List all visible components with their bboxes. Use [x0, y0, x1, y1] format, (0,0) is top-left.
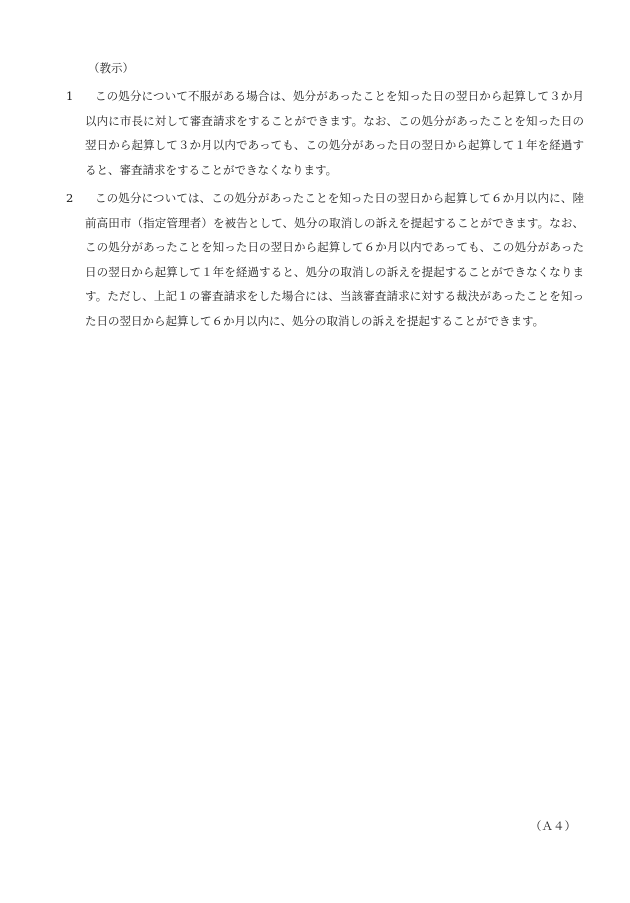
- item-number: 2: [66, 191, 74, 205]
- item-number: 1: [66, 89, 74, 103]
- document-heading: （教示）: [88, 61, 134, 75]
- paper-size-label: （Ａ４）: [530, 819, 576, 833]
- item-text: この処分について不服がある場合は、処分があったことを知った日の翌日から起算して３か月以内に市長に対して審査請求をすることができます。なお、この処分があったことを知った日の翌日から起算して３か月以内であっても、この処分があった日の翌日から起算して１年を経過すると、審査請求をすることができなくなります。: [85, 89, 584, 177]
- instruction-item-1: [66, 84, 584, 182]
- item-text: この処分については、この処分があったことを知った日の翌日から起算して６か月以内に、陸前高田市（指定管理者）を被告として、処分の取消しの訴えを提起することができます。なお、この処分があったことを知った日の翌日から起算して６か月以内であっても、この処分があった日の翌日から起算して１年を経過すると、処分の取消しの訴えを提起することができなくなります。ただし、上記１の審査請求をした場合には、当該審査請求に対する裁決があったことを知った日の翌日から起算して６か月以内に、処分の取消しの訴えを提起することができます。: [85, 191, 584, 328]
- instruction-item-2: [66, 186, 584, 333]
